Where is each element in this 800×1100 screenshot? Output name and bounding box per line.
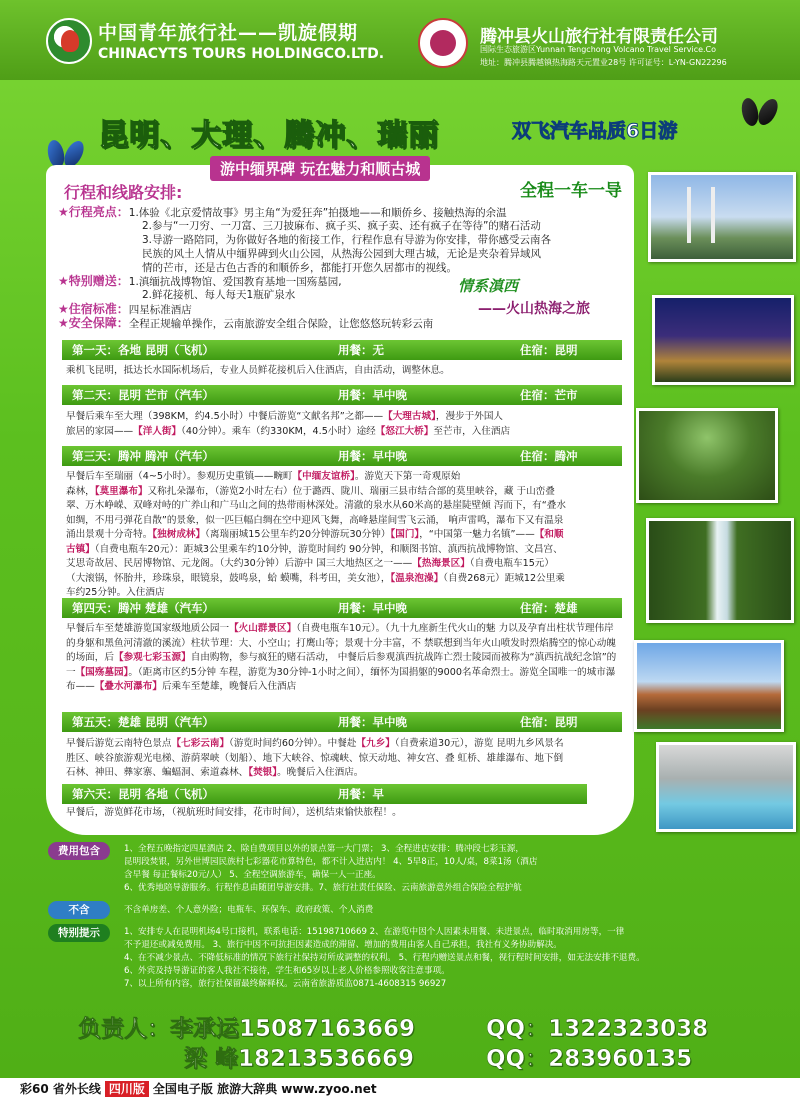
tips-label: 特别提示 (48, 924, 110, 942)
hot-spring-photo (656, 742, 796, 832)
fee-include-text: 1、全程五晚指定四星酒店 2、除自费项目以外的景点第一大门票； 3、全程进店安排：腾冲段七彩玉源， 昆明段焚银，另外世博园民族村七彩器花市算特色，都不计入进店内！ 4、5早8正，10人/桌，8菜1汤（酒店 含早餐 每正餐标20元/人） 5、全程空调旅游车，确保一人一正座。 6、优秀地陪导游服务。行程作息由随团导游安排。7、旅行社责任保险、云南旅游意外组合保险全程护航 (124, 844, 538, 893)
page-title: 昆明、大理、腾冲、瑞丽 (98, 118, 439, 153)
safety-line: ★安全保障：全程正规输单操作，云南旅游安全组合保险，让您悠悠玩转彩云南 (58, 316, 434, 330)
pagoda-night-photo (652, 295, 794, 385)
day-1-body: 乘机飞昆明，抵达长水国际机场后，专业人员鲜花接机后入住酒店，自由活动，调整休息。 (66, 365, 450, 376)
day-2-body: 早餐后乘车至大理（398KM，约4.5小时）中餐后游览“文献名邦”之都——【大理古城】，漫步于外国人 旅居的家园——【洋人街】（40分钟）。乘车（约330KM，4.5小时）途经【怒江大桥】至芒市，入住酒店 (66, 411, 511, 437)
hotel-label: ★住宿标准： (58, 302, 129, 316)
hotel-line: ★住宿标准：四星标准酒店 (58, 302, 192, 316)
contact-qq: QQ：283960135 (486, 1046, 693, 1072)
waterfall-photo (646, 518, 794, 623)
slogan: 全程一车一导 (520, 181, 622, 201)
contact-line: 负责人：李承运15087163669 (78, 1016, 416, 1042)
day-1-bar: 第一天：各地 昆明（飞机） 用餐：无 住宿：昆明 (62, 340, 622, 360)
day-3-bar: 第三天：腾冲 腾冲（汽车） 用餐：早中晚 住宿：腾冲 (62, 446, 622, 466)
bridge-photo (648, 172, 796, 262)
edition-badge: 四川版 (105, 1081, 149, 1097)
company-name-right: 腾冲县火山旅行社有限责任公司 (480, 27, 718, 47)
section-title: 行程和线路安排: (64, 183, 183, 202)
volcano-travel-logo-icon (418, 18, 468, 68)
exclude-text: 不含单房差、个人意外险；电瓶车、环保车、政府政策、个人消费 (124, 905, 374, 915)
company-address: 地址：腾冲县腾越镇热海路天元置业28号 许可证号：L-YN-GN22296 (480, 58, 727, 67)
butterfly-icon (742, 98, 776, 128)
day-6-bar: 第六天：昆明 各地（飞机） 用餐：早 (62, 784, 587, 804)
gifts-label: ★特别赠送： (58, 274, 129, 288)
highlights-line: 民族的风土人情从中缅界碑到火山公园，从热海公园到大理古城，无论是夹杂着异域风 (142, 248, 541, 260)
highlights-line: ★行程亮点：1.体验《北京爱情故事》男主角“为爱狂奔”拍摄地——和顺侨乡、接触热海的余温 (58, 205, 507, 219)
day-4-body: 早餐后车至楚雄游览国家级地质公园一【火山群景区】（自费电瓶车10元）。（九十九座新生代火山的魅 力以及孕育出柱状节理伟岸的身躯和黑鱼河清澈的溪流）柱状节理：大、小空山；打鹰山等；景观十分丰富，不 禁联想到当年火山喷发时烈焰腾空的惊心动魄的场面，后【参观七彩玉源】自由购物，参与疯狂的赌石活动， 中餐后后参观滇西抗战阵亡烈士陵园而被称为“滇西抗战纪念馆”的一【国殇墓园】。（距离市区约5分钟 车程，游览为30分钟-1小时之间），缅怀为国捐躯的9000名革命烈士。游览全国唯一的城市瀑布——【叠水河瀑布】后乘车至楚雄，晚餐后入住酒店 (66, 623, 617, 692)
banyan-tree-photo (636, 408, 778, 503)
ancient-building-photo (634, 640, 784, 732)
deco-text: ——火山热海之旅 (478, 301, 590, 317)
company-name-left-en: CHINACYTS TOURS HOLDINGCO.LTD. (98, 46, 385, 62)
page-subtitle: 双飞汽车品质6日游 (512, 120, 678, 142)
exclude-label: 不含 (48, 901, 110, 919)
gifts-line: ★特别赠送：1.滇缅抗战博物馆、爱国教育基地一国殇墓园, (58, 274, 342, 288)
day-2-bar: 第二天：昆明 芒市（汽车） 用餐：早中晚 住宿：芒市 (62, 385, 622, 405)
day-6-body: 早餐后，游览鲜花市场，（视航班时间安排，花市时间），送机结束愉快旅程！。 (66, 807, 402, 818)
day-5-bar: 第五天：楚雄 昆明（汽车） 用餐：早中晚 住宿：昆明 (62, 712, 622, 732)
cyts-logo-icon (46, 18, 92, 64)
company-name-left: 中国青年旅行社——凯旋假期 (98, 22, 359, 44)
highlights-line: 2.参与“一刀穷、一刀富、三刀披麻布、疯子买、疯子卖、还有疯子在等待”的赌石活动 (142, 220, 541, 232)
tagline-banner: 游中缅界碑 玩在魅力和顺古城 (210, 156, 430, 181)
contact-qq: QQ：1322323038 (486, 1016, 709, 1042)
day-5-body: 早餐后游览云南特色景点【七彩云南】（游览时间约60分钟）。中餐赴【九乡】（自费索道30元），游览 昆明九乡风景名胜区、峡谷旅游观光电梯、游荫翠峡（划船）、地下大峡谷、惊魂峡、惊天动地、神女宫、叠 虹桥、雄雄瀑布、地下倒石林、神田、彝家寨、蝙蝠洞、索道森林、【焚银】。晚餐后入住酒店。 (66, 738, 564, 778)
highlights-line: 3.导游一路陪同，为你做好各地的衔接工作，行程作息有导游为你安排，带你感受云南各 (142, 234, 552, 246)
company-name-right-en: 国际生态旅游区Yunnan Tengchong Volcano Travel Service.Co (480, 45, 717, 54)
highlights-label: ★行程亮点： (58, 205, 129, 219)
fee-include-label: 费用包含 (48, 842, 110, 860)
contact-line: 梁 峰18213536669 (184, 1046, 415, 1072)
gifts-line: 2.鲜花接机、每人每天1瓶矿泉水 (142, 289, 296, 301)
safety-label: ★安全保障： (58, 316, 129, 330)
footer: 彩60 省外长线 四川版 全国电子版 旅游大辞典 www.zyoo.net (0, 1078, 800, 1100)
day-4-bar: 第四天：腾冲 楚雄（汽车） 用餐：早中晚 住宿：楚雄 (62, 598, 622, 618)
day-3-body: 早餐后车至瑞丽（4~5小时）。参观历史重镇——畹町【中缅友谊桥】。游览天下第一奇观原始 森林，【莫里瀑布】又称扎朵瀑布，（游览2小时左右）位于潞西、陇川、瑞丽三县市结合部的莫里峡谷，藏 于山峦叠翠、万木峥嵘、双峰对峙的广养山和广马山之间的热带雨林深处。清澈的泉水从60米高的悬崖陡壁倾 泻而下，有“叠水如绸，不用弓弹花自散”的景象，似一匹巨幅白绸在空中迎风飞舞，高峰悬崖间雪飞云涌， 响声雷鸣，瀑布下又有温泉涌出景观十分奇特。【独树成林】（离瑞丽城15公里车约20分钟游玩30分钟）【国门】，“中国第一魅力名镇”——【和顺古镇】（自费电瓶车20元）：距城3公里乘车约10分钟，游览时间约 90分钟，和顺图书馆、滇西抗战博物馆、文昌宫、艾思奇故居、民居博物馆、元龙阁。（大约30分钟）后游中 国三大地热区之一——【热海景区】（自费电瓶车15元）（大滚锅，怀胎井，珍珠泉，眼镜泉，鼓鸣泉，蛤 蟆嘴，科考田，美女池），【温泉泡澡】（自费268元）距城12公里乘车约25分钟。入住酒店 (66, 471, 566, 598)
deco-text: 情系滇西 (458, 277, 519, 295)
tips-text: 1、安排专人在昆明机场4号口接机，联系电话：15198710669 2、在游览中因个人因素未用餐、未进景点，临时取消用房等，一律 不予退还或减免费用。 3、旅行中因不可抗拒因素造成的滞留、增加的费用由客人自己承担，我社有义务协助解决。 4、在不减少景点、不降低标准的情况下旅行社保持对所成调整的权利。 5、行程内赠送景点和餐，视行程时间安排，如无法安排不退费。 6、外宾及持导游证的客人我社不接待，学生和65岁以上老人价格参照收客注意事项。 7、以上所有内容，旅行社保留最终解释权。云南省旅游质监0871-4608315 96927 (124, 927, 645, 989)
header (0, 0, 800, 80)
highlights-line: 情的芒市，还是古色古香的和顺侨乡，都能打开您久居都市的视线。 (142, 262, 457, 274)
